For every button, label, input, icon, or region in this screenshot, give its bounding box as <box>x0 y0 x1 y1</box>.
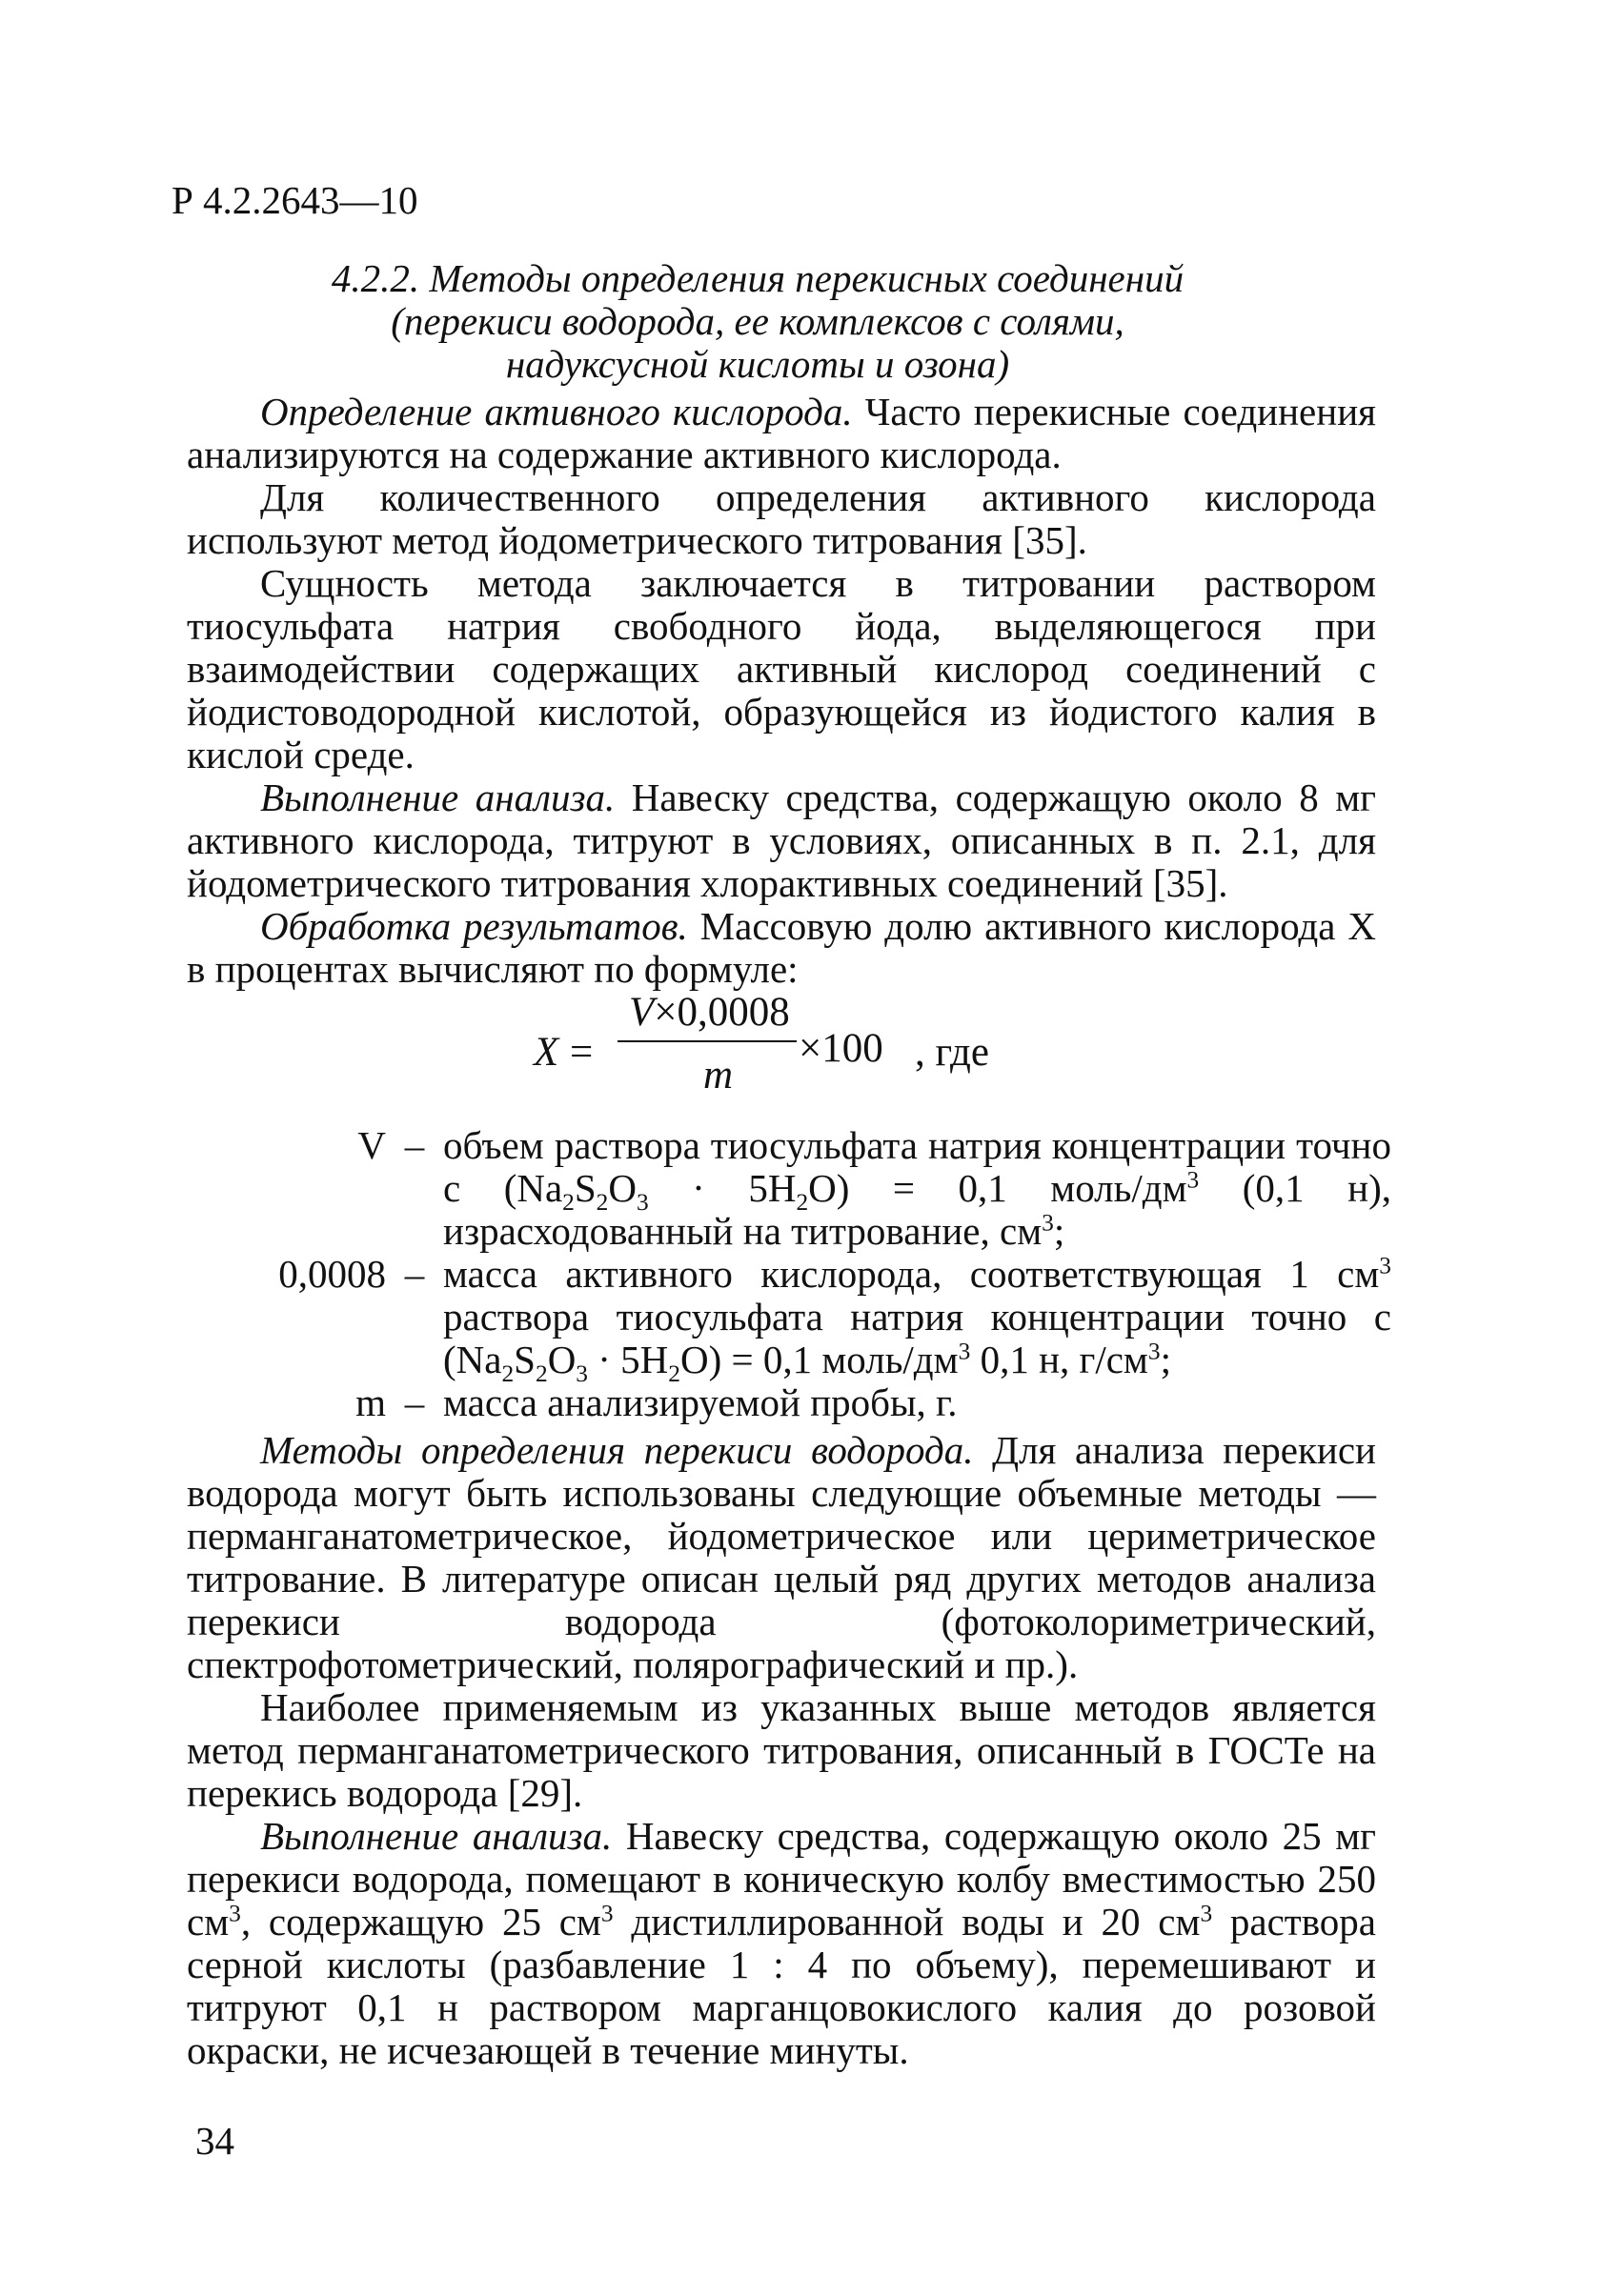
paragraph-method-essence: Сущность метода заключается в титровании раствором тиосульфата натрия свободного йода, выделяющегося при взаимодействии содержащих активный кислород соединений с йодистоводородной кислотой, образующейся из йодистого калия в кислой среде. <box>187 561 1376 776</box>
paragraph-peroxide-methods <box>187 1429 1376 1686</box>
definition-dash: – <box>404 1380 425 1424</box>
definition-term: 0,0008 <box>278 1252 386 1296</box>
subscript: 3 <box>576 1360 588 1388</box>
subscript: 2 <box>796 1189 809 1217</box>
section-title-line-3: надуксусной кислоты и озона) <box>505 342 1010 386</box>
text-fragment: S <box>574 1166 597 1210</box>
section-title <box>314 257 1201 386</box>
paragraph-analysis-2 <box>187 1815 1376 2072</box>
text-fragment: раствора тиосульфата натрия концентрации точно с (Na <box>443 1295 1391 1381</box>
paragraph-text: Для анализа перекиси водорода могут быть использованы следующие объемные методы — перманганатометрическое, йодометрическое или цериметрическое титрование. В литературе описан целый ряд других методов анализа перекиси водорода (фотоколориметрический, спектрофотометрический, полярографический и пр.). <box>187 1428 1376 1686</box>
text-fragment: (0,1 н), израсходованный на титрование, см <box>443 1166 1391 1253</box>
subscript: 2 <box>562 1189 575 1217</box>
subscript: 2 <box>596 1189 609 1217</box>
paragraph-analysis <box>187 776 1376 905</box>
paragraph-quantitative: Для количественного определения активного кислорода используют метод йодометрического титрования [35]. <box>187 475 1376 562</box>
paragraph-results <box>187 905 1376 991</box>
definition-term: V <box>357 1123 386 1167</box>
formula-multiplier: ×100 <box>799 1026 883 1071</box>
section-title-line-2: (перекиси водорода, ее комплексов с солями, <box>391 299 1124 343</box>
text-fragment: 0,1 н, г/см <box>970 1338 1148 1381</box>
formula <box>534 991 1029 1105</box>
paragraph-text: Навеску средства, содержащую около 8 мг активного кислорода, титруют в условиях, описанных в п. 2.1, для йодометрического титрования хлорактивных соединений [35]. <box>187 775 1376 905</box>
text-fragment: S <box>514 1338 536 1381</box>
formula-equals: = <box>570 1030 594 1075</box>
paragraph-lead: Выполнение анализа. <box>260 775 616 819</box>
text-fragment: Навеску средства, содержащую около 25 мг перекиси водорода, помещают в коническую колбу вместимостью 250 см <box>187 1814 1376 1944</box>
superscript: 3 <box>1042 1209 1054 1237</box>
superscript: 3 <box>958 1338 971 1365</box>
superscript: 3 <box>1200 1900 1213 1927</box>
paragraph-text: Часто перекисные соединения анализируются на содержание активного кислорода. <box>187 390 1376 476</box>
text-fragment: · 5H <box>648 1166 797 1210</box>
superscript: 3 <box>1186 1166 1200 1194</box>
definition-m <box>238 1381 1391 1424</box>
formula-denominator: m <box>703 1053 734 1098</box>
page-number: 34 <box>195 2119 234 2163</box>
text-fragment: раствора серной кислоты (разбавление 1 : 4 по объему), перемешивают и титруют 0,1 н раствором марганцовокислого калия до розовой окраски, не исчезающей в течение минуты. <box>187 1900 1377 2072</box>
superscript: 3 <box>1147 1338 1161 1365</box>
section-title-line-1: 4.2.2. Методы определения перекисных соединений <box>331 256 1185 300</box>
subscript: 2 <box>501 1360 515 1388</box>
body-part-1 <box>187 391 1376 991</box>
subscript: 2 <box>668 1360 680 1388</box>
paragraph-lead: Методы определения перекиси водорода. <box>260 1428 974 1472</box>
text-fragment: масса активного кислорода, соответствующая 1 см <box>443 1252 1380 1296</box>
formula-var-v: V <box>629 990 655 1035</box>
formula-numerator <box>629 991 790 1034</box>
superscript: 3 <box>1379 1252 1391 1279</box>
formula-numerator-rest: ×0,0008 <box>654 990 790 1035</box>
subscript: 2 <box>535 1360 548 1388</box>
fraction-bar <box>618 1040 797 1042</box>
text-fragment: O) = 0,1 моль/дм <box>679 1338 959 1381</box>
text-fragment: ; <box>1053 1209 1065 1253</box>
text-fragment: O) = 0,1 моль/дм <box>808 1166 1187 1210</box>
superscript: 3 <box>229 1900 241 1927</box>
definition-text <box>443 1252 1391 1388</box>
document-code: Р 4.2.2643—10 <box>172 178 418 222</box>
paragraph-lead: Обработка результатов. <box>260 904 688 948</box>
body-part-2 <box>187 1429 1376 2072</box>
text-fragment: объем раствора тиосульфата натрия концентрации точно с (Na <box>443 1123 1391 1210</box>
superscript: 3 <box>600 1900 614 1927</box>
definition-dash: – <box>404 1123 425 1167</box>
definition-term: m <box>355 1380 386 1424</box>
paragraph-most-used: Наиболее применяемым из указанных выше методов является метод перманганатометрического титрования, описанный в ГОСТе на перекись водорода [29]. <box>187 1685 1376 1815</box>
definition-text: масса анализируемой пробы, г. <box>443 1380 958 1424</box>
text-fragment: O <box>547 1338 577 1381</box>
text-fragment: ; <box>1160 1338 1171 1381</box>
definition-text <box>443 1124 1391 1253</box>
definition-dash: – <box>404 1252 425 1296</box>
paragraph-lead: Определение активного кислорода. <box>260 390 853 433</box>
text-fragment: , содержащую 25 см <box>240 1900 601 1944</box>
text-fragment: дистиллированной воды и 20 см <box>613 1900 1201 1944</box>
formula-where: , где <box>915 1030 989 1075</box>
subscript: 3 <box>636 1189 649 1217</box>
paragraph-lead: Выполнение анализа. <box>260 1814 613 1858</box>
paragraph-active-oxygen <box>187 391 1376 476</box>
formula-lhs: X <box>534 1030 559 1075</box>
definition-v <box>238 1124 1391 1253</box>
text-fragment: · 5H <box>588 1338 669 1381</box>
paragraph-text: Массовую долю активного кислорода Х в процентах вычисляют по формуле: <box>187 904 1376 991</box>
definition-constant <box>238 1252 1391 1388</box>
definitions-list <box>238 1124 1391 1424</box>
text-fragment: O <box>608 1166 637 1210</box>
